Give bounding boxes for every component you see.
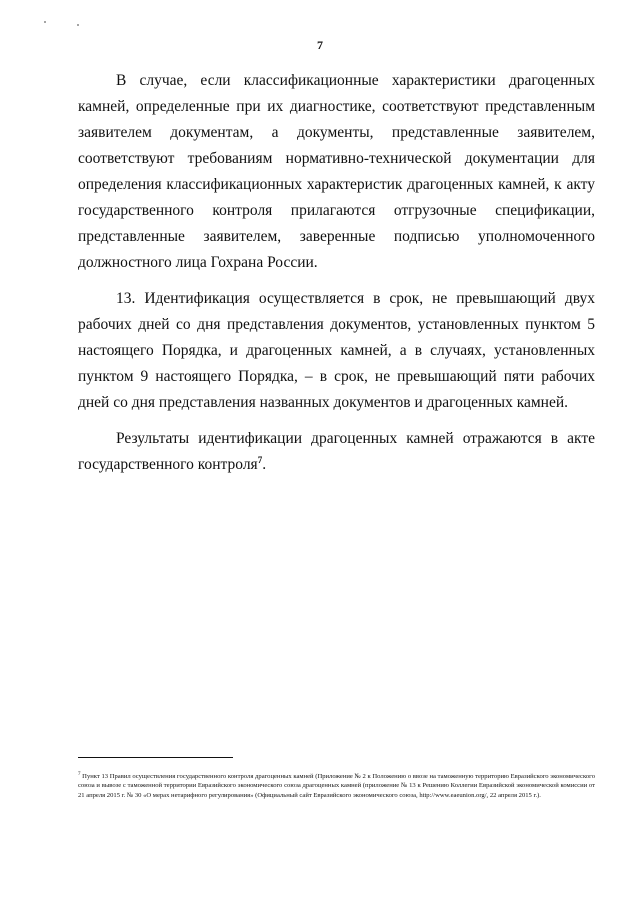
paragraph-identification-results [78,426,595,478]
paragraph-tail: . [262,456,267,473]
paragraph-identification-term: 13. Идентификация осуществляется в срок, не превышающий двух рабочих дней со дня представления документов, установленных пунктом 5 настоящего Порядка, и драгоценных камней, а в случаях, установленных пунктом 9 настоящего Порядка, – в срок, не превышающий пяти рабочих дней со дня представления названных документов и драгоценных камней. [78,290,595,411]
scan-speck [77,24,79,26]
scan-speck [44,21,46,23]
footnote-text: Пункт 13 Правил осуществления государственного контроля драгоценных камней (Приложение № 2 к Положению о ввозе на таможенную территорию Евразийского экономического союза и вывозе с таможенной территории Евразийского экономического союза драгоценных камней (приложение № 13 к Решению Коллегии Евразийской экономической комиссии от 21 апреля 2015 г. № 30 «О мерах нетарифного регулирования» (Официальный сайт Евразийского экономического союза, http://www.eaeunion.org/, 22 апреля 2015 г.). [78,773,595,799]
page-number: 7 [317,38,323,52]
footnote-marker: 7 [78,771,81,777]
paragraph-text: Результаты идентификации драгоценных камней отражаются в акте государственного контроля [78,430,595,473]
footnote-separator [78,757,233,758]
footnote [78,772,595,800]
main-text [78,68,595,488]
paragraph-classification: В случае, если классификационные характеристики драгоценных камней, определенные при их диагностике, соответствуют представленным заявителем документам, а документы, представленные заявителем, соответствуют требованиям нормативно-технической документации для определения классификационных характеристик драгоценных камней, к акту государственного контроля прилагаются отгрузочные спецификации, представленные заявителем, заверенные подписью уполномоченного должностного лица Гохрана России. [78,72,595,271]
footnote-reference: 7 [257,454,263,465]
